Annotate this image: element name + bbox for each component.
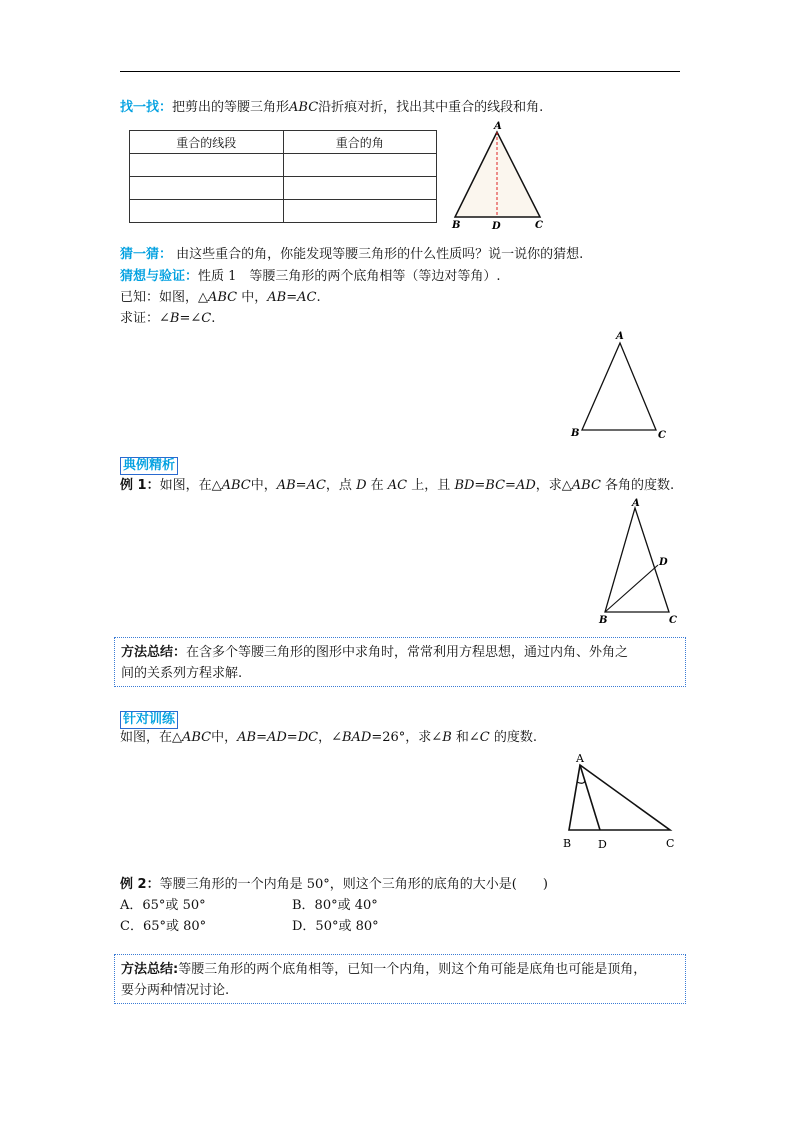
guess-paragraph — [120, 246, 583, 264]
table-cell — [130, 154, 284, 177]
prove-end: . — [211, 311, 216, 326]
ex1-t4: 在 — [370, 478, 384, 493]
find-paragraph — [120, 99, 543, 117]
prove-b: B — [169, 311, 180, 326]
known-cond: AB=AC — [267, 290, 317, 305]
tr-t2: 中， — [211, 730, 238, 745]
option-d[interactable]: D．50°或 80° — [292, 919, 379, 934]
header-rule — [120, 71, 680, 72]
ex1-abc2: ABC — [571, 478, 601, 493]
ex1-t7: 各角的度数. — [605, 478, 675, 493]
summary1-label: 方法总结： — [121, 645, 187, 660]
label-C: C — [658, 430, 666, 441]
tr-t4: =26°，求∠ — [371, 730, 443, 745]
method-summary-2 — [114, 954, 686, 1004]
verify-label: 猜想与验证： — [120, 269, 199, 284]
ex1-abc: ABC — [221, 478, 251, 493]
label-D: D — [492, 221, 501, 232]
table-row — [130, 200, 437, 223]
table-row — [130, 154, 437, 177]
training-paragraph — [120, 729, 537, 747]
ex1-cond2: BD=BC=AD — [454, 478, 536, 493]
angle-mark — [577, 781, 585, 783]
label-C: C — [669, 615, 677, 626]
ex1-t1: 如图，在△ — [159, 478, 222, 493]
overlap-table — [129, 130, 437, 223]
known-end: . — [316, 290, 321, 305]
tr-t1: 如图，在△ — [120, 730, 182, 745]
table-cell — [130, 177, 284, 200]
find-label: 找一找： — [120, 100, 173, 115]
tr-t5: 和∠ — [455, 730, 480, 745]
known-paragraph — [120, 289, 321, 307]
figure-folded-triangle — [445, 118, 555, 234]
summary2-line1: 等腰三角形的两个底角相等，已知一个内角，则这个角可能是底角也可能是顶角， — [178, 962, 647, 977]
find-text-2: 沿折痕对折，找出其中重合的线段和角. — [318, 100, 544, 115]
ex1-t5: 上，且 — [411, 478, 451, 493]
ex1-cond1: AB=AC — [276, 478, 326, 493]
label-B: B — [571, 428, 580, 439]
label-D: D — [598, 838, 607, 851]
known-mid: 中， — [241, 290, 268, 305]
segment-bd — [605, 565, 658, 612]
label-C: C — [535, 220, 543, 231]
tr-bad: BAD — [341, 730, 372, 745]
summary2-line2: 要分两种情况讨论. — [121, 983, 230, 998]
table-cell — [283, 177, 437, 200]
guess-label: 猜一猜： — [120, 247, 173, 262]
table-row — [130, 177, 437, 200]
find-text-1: 把剪出的等腰三角形 — [172, 100, 290, 115]
triangle-abc — [569, 765, 670, 830]
table-cell — [283, 200, 437, 223]
label-C: C — [666, 837, 675, 850]
ex1-t3: ，点 — [325, 478, 352, 493]
example1-paragraph — [120, 477, 674, 495]
ex1-t2: 中， — [250, 478, 277, 493]
method-summary-1 — [114, 637, 686, 687]
label-D: D — [659, 557, 668, 568]
ex1-d: D — [356, 478, 367, 493]
figure-training — [553, 748, 683, 854]
option-c[interactable]: C．65°或 80° — [120, 919, 207, 934]
summary1-line2: 间的关系列方程求解. — [121, 666, 243, 681]
tr-cond: AB=AD=DC — [237, 730, 319, 745]
example2-paragraph — [120, 876, 548, 894]
option-a[interactable]: A．65°或 50° — [120, 898, 206, 913]
tr-abc: ABC — [182, 730, 212, 745]
tr-c: C — [479, 730, 490, 745]
figure-example1 — [592, 496, 688, 628]
table-header-angles: 重合的角 — [283, 131, 437, 154]
label-B: B — [452, 220, 461, 231]
example2-label: 例 2： — [120, 877, 160, 892]
summary1-line1: 在含多个等腰三角形的图形中求角时，常常利用方程思想，通过内角、外角之 — [186, 645, 629, 660]
label-A: A — [494, 121, 502, 132]
prove-prefix: 求证：∠ — [120, 311, 170, 326]
section-examples-tag: 典例精析 — [120, 457, 178, 475]
known-abc: ABC — [208, 290, 238, 305]
guess-text: 由这些重合的角，你能发现等腰三角形的什么性质吗？说一说你的猜想. — [176, 247, 584, 262]
prove-c: C — [201, 311, 212, 326]
label-A: A — [616, 331, 624, 342]
table-cell — [283, 154, 437, 177]
prove-paragraph — [120, 310, 215, 328]
known-prefix: 已知：如图，△ — [120, 290, 208, 305]
segment-ad — [580, 765, 600, 830]
tr-t6: 的度数. — [493, 730, 538, 745]
tr-b: B — [442, 730, 452, 745]
verify-text: 性质 1 等腰三角形的两个底角相等（等边对等角）. — [198, 269, 501, 284]
example2-text: 等腰三角形的一个内角是 50°，则这个三角形的底角的大小是( ) — [159, 877, 548, 892]
figure-isosceles-triangle — [566, 326, 676, 446]
label-B: B — [599, 615, 608, 626]
table-header-segments: 重合的线段 — [130, 131, 284, 154]
option-b[interactable]: B．80°或 40° — [292, 898, 378, 913]
ex1-ac: AC — [387, 478, 408, 493]
ex1-t6: ，求△ — [535, 478, 572, 493]
example1-label: 例 1： — [120, 478, 160, 493]
table-header-row — [130, 131, 437, 154]
verify-paragraph — [120, 268, 501, 286]
summary2-label: 方法总结: — [121, 962, 179, 977]
tr-t3: ，∠ — [318, 730, 342, 745]
find-abc: ABC — [289, 100, 319, 115]
label-A: A — [632, 498, 640, 509]
section-training-tag: 针对训练 — [120, 711, 178, 729]
label-B: B — [563, 837, 572, 850]
table-cell — [130, 200, 284, 223]
prove-eq: =∠ — [179, 311, 202, 326]
label-A: A — [576, 752, 584, 765]
triangle-abc — [582, 343, 656, 430]
